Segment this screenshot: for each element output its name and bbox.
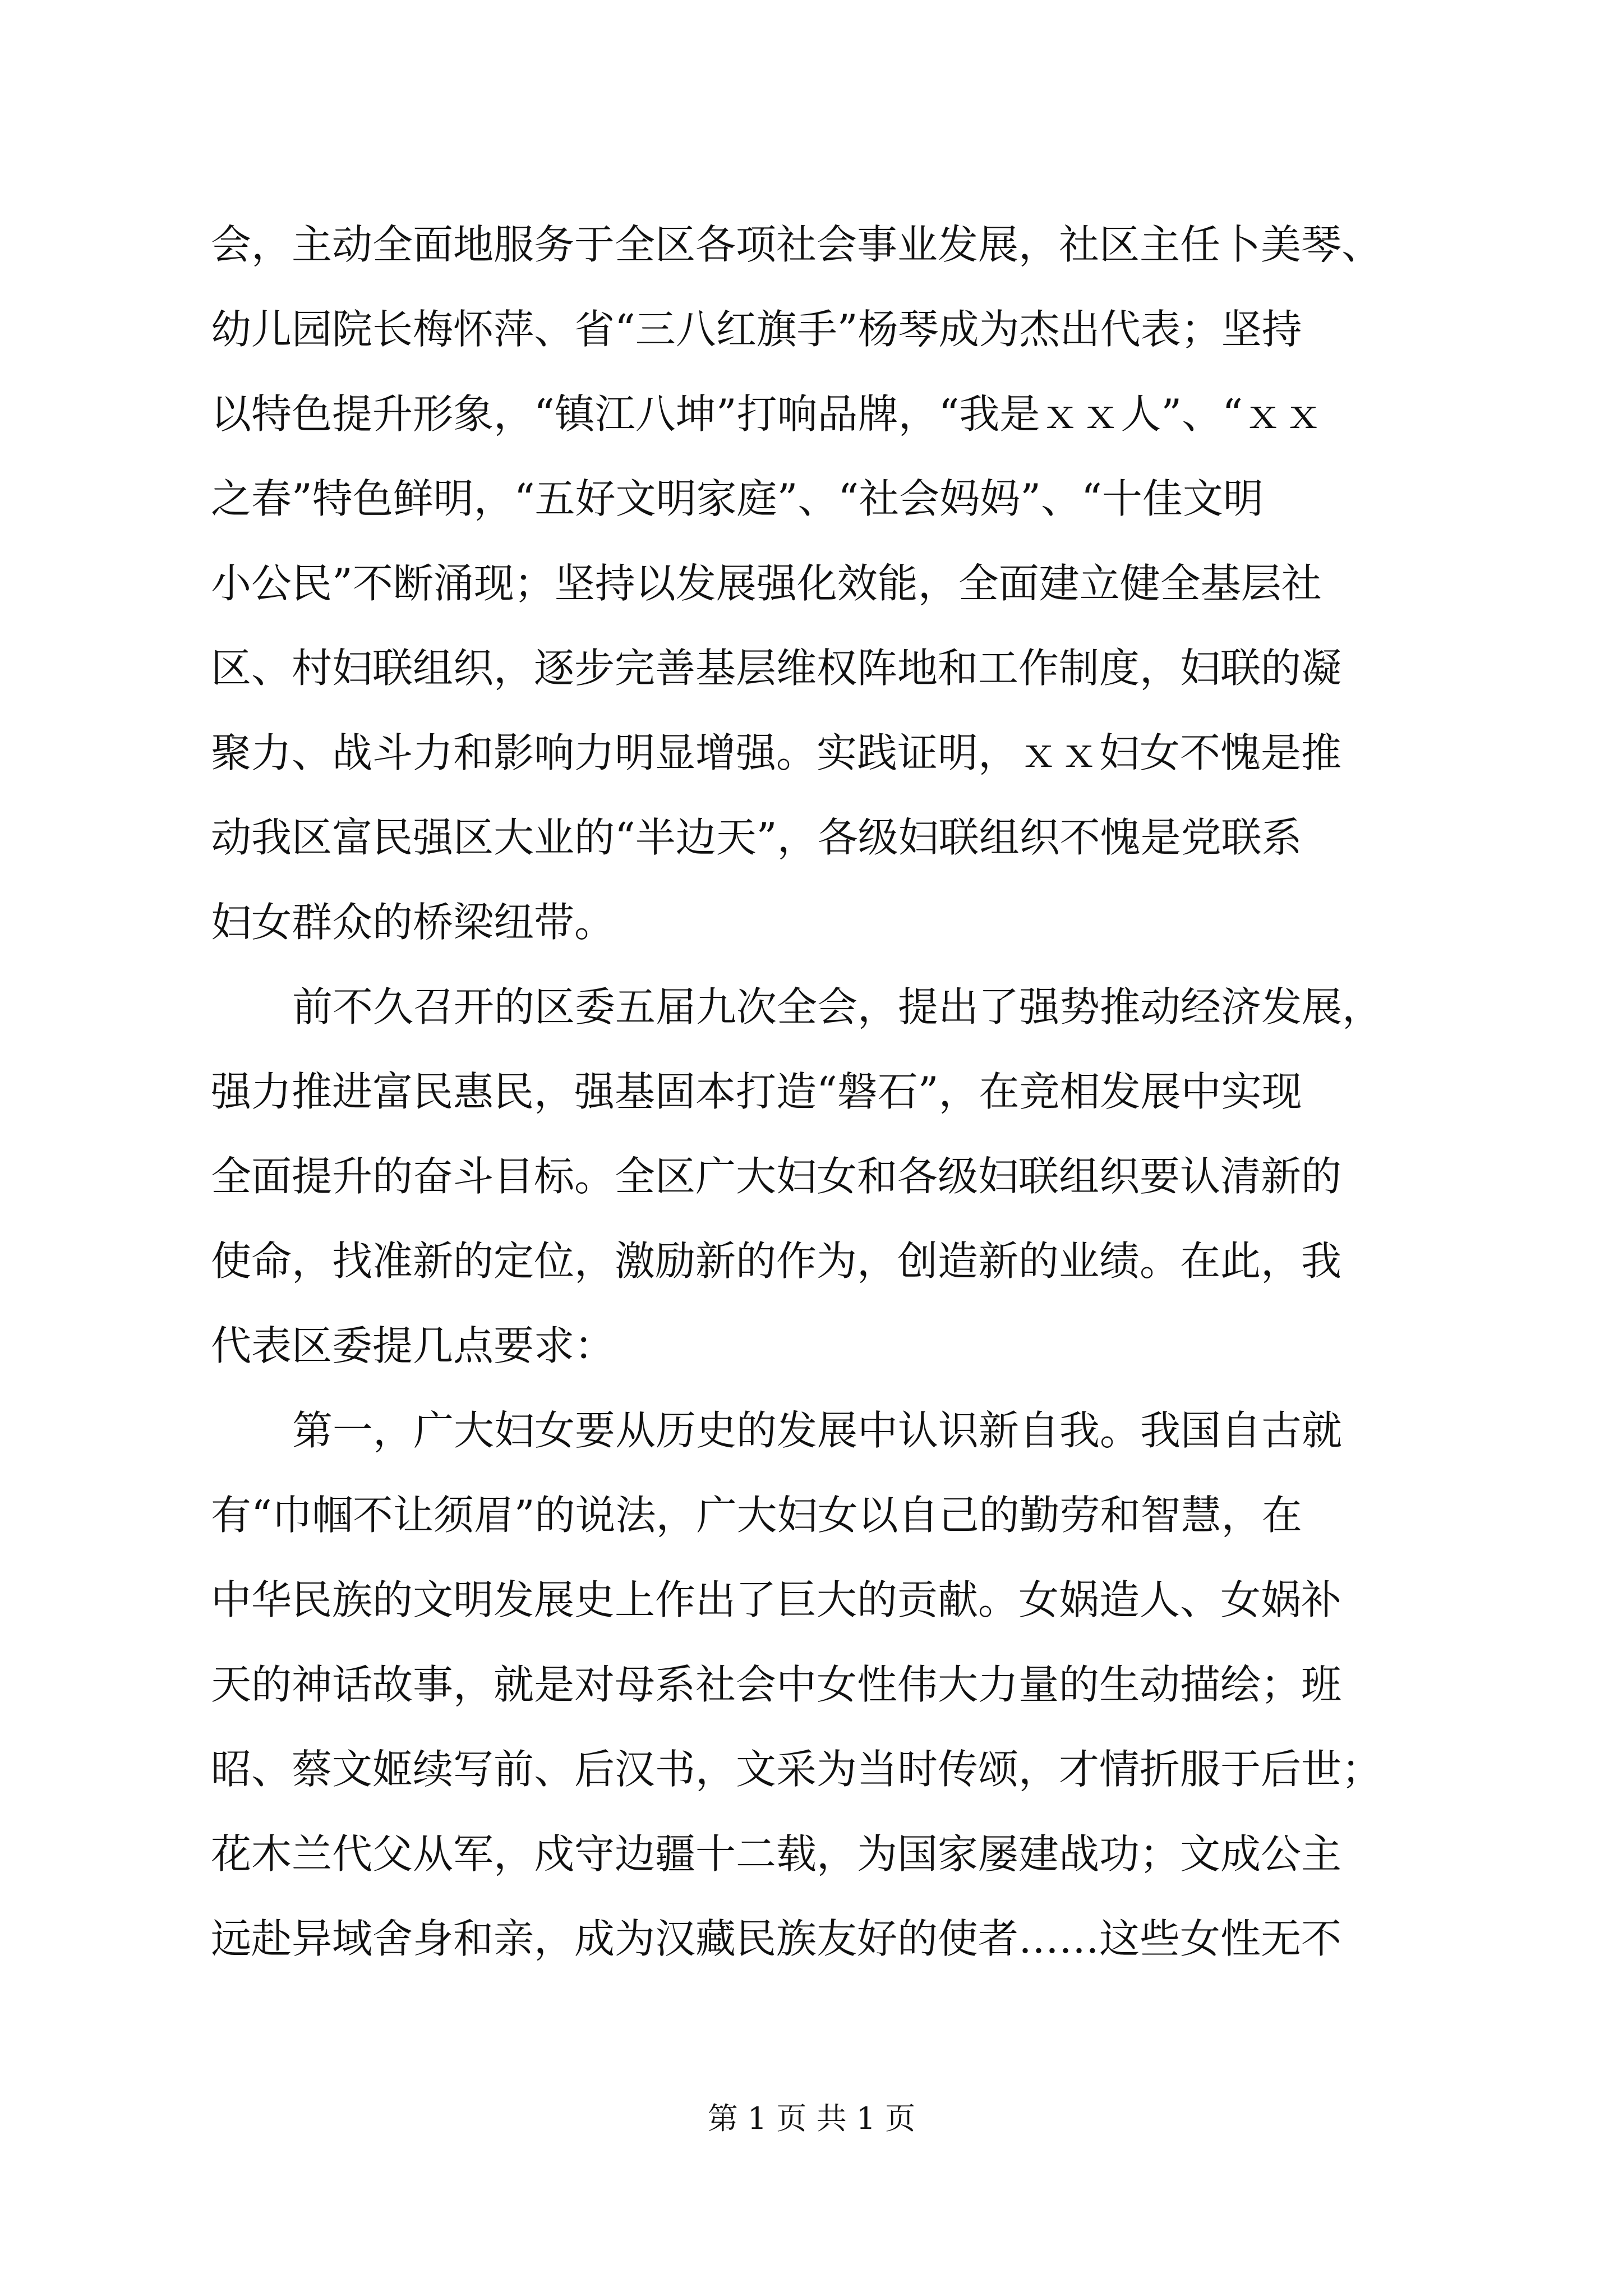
page-number-footer: 第 1 页 共 1 页 (707, 2101, 916, 2136)
line-text: 幼儿园院长梅怀萍、省“三八红旗手”杨琴成为杰出代表；坚持 (211, 306, 1302, 353)
line-text: 强力推进富民惠民，强基固本打造“磐石”，在竞相发展中实现 (211, 1068, 1302, 1115)
line-text: 代表区委提几点要求： (211, 1322, 615, 1369)
line-text: 昭、蔡文姬续写前、后汉书，文采为当时传颂，才情折服于后世； (211, 1746, 1382, 1793)
line-text: 之春”特色鲜明，“五好文明家庭”、“社会妈妈”、“十佳文明 (211, 475, 1264, 522)
line-text: 全面提升的奋斗目标。全区广大妇女和各级妇联组织要认清新的 (211, 1153, 1342, 1200)
line-text: 使命，找准新的定位，激励新的作为，创造新的业绩。在此，我 (211, 1237, 1342, 1285)
line-text: 前不久召开的区委五届九次全会，提出了强势推动经济发展， (292, 983, 1383, 1030)
line-text: 区、村妇联组织，逐步完善基层维权阵地和工作制度，妇联的凝 (211, 645, 1342, 692)
line-text: 远赴异域舍身和亲，成为汉藏民族友好的使者……这些女性无不 (211, 1915, 1342, 1962)
line-text: 中华民族的文明发展史上作出了巨大的贡献。女娲造人、女娲补 (211, 1576, 1342, 1623)
line-text: 有“巾帼不让须眉”的说法，广大妇女以自己的勤劳和智慧，在 (211, 1492, 1302, 1539)
line-text: 妇女群众的桥梁纽带。 (211, 899, 615, 946)
line-text: 第一，广大妇女要从历史的发展中认识新自我。我国自古就 (292, 1407, 1343, 1454)
line-text: 以特色提升形象，“镇江八坤”打响品牌，“我是ｘｘ人”、“ｘｘ (211, 390, 1324, 438)
line-text: 天的神话故事，就是对母系社会中女性伟大力量的生动描绘；班 (211, 1661, 1342, 1708)
line-text: 小公民”不断涌现；坚持以发展强化效能，全面建立健全基层社 (211, 560, 1322, 607)
line-text: 会，主动全面地服务于全区各项社会事业发展，社区主任卜美琴、 (211, 221, 1382, 268)
line-text: 聚力、战斗力和影响力明显增强。实践证明，ｘｘ妇女不愧是推 (211, 729, 1342, 776)
line-text: 动我区富民强区大业的“半边天”，各级妇联组织不愧是党联系 (211, 814, 1302, 861)
line-text: 花木兰代父从军，戍守边疆十二载，为国家屡建战功；文成公主 (211, 1830, 1342, 1878)
